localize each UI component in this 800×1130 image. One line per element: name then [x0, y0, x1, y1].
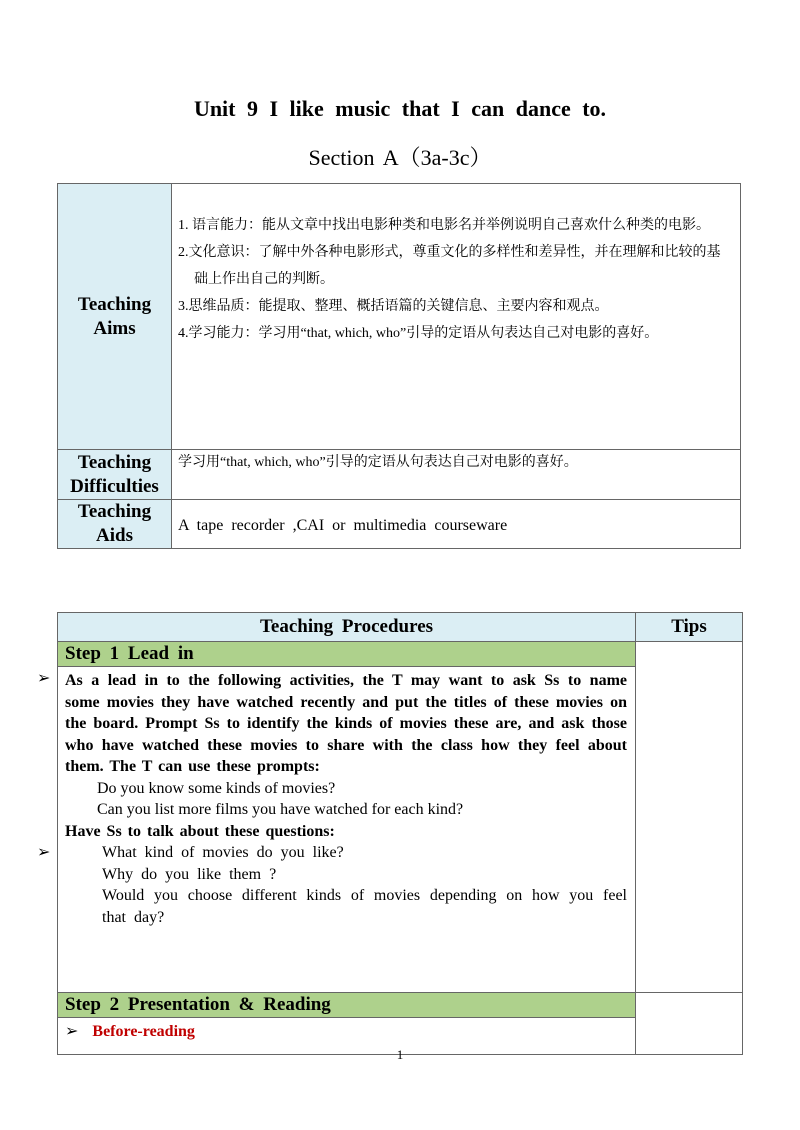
- aim-item: 2.文化意识：了解中外各种电影形式，尊重文化的多样性和差异性，并在理解和比较的基础上作出自己的判断。: [178, 245, 721, 287]
- teaching-difficulties-label: Teaching Difficulties: [58, 450, 172, 500]
- aim-item: 4.学习能力：学习用“that, which, who”引导的定语从句表达自己对电影的喜好。: [178, 326, 659, 341]
- step2-tips-cell: [636, 993, 743, 1055]
- teaching-aids-label: Teaching Aids: [58, 500, 172, 549]
- step1-content: [58, 667, 636, 993]
- document-title: Unit 9 I like music that I can dance to.: [193, 96, 607, 121]
- teaching-procedures-table: [57, 612, 743, 1055]
- prompt-line: Can you list more films you have watched for each kind?: [97, 801, 464, 818]
- tips-header: Tips: [636, 613, 743, 642]
- question-line: What kind of movies do you like?: [102, 844, 344, 861]
- teaching-difficulties-content: 学习用“that, which, who”引导的定语从句表达自己对电影的喜好。: [172, 450, 741, 500]
- step1-paragraph: As a lead in to the following activities, the T may want to ask Ss to name some movies they have watched recently and put the titles of these movies on the board. Prompt Ss to identify the kinds of movies these are, and ask those who have watched these movies to share with the class how they feel about them. The T can use these prompts:: [65, 672, 627, 775]
- step1-tips-cell: [636, 642, 743, 993]
- prompt-line: Do you know some kinds of movies?: [97, 779, 336, 797]
- page-number: 1: [396, 1047, 404, 1062]
- document-subtitle: Section A（3a-3c）: [308, 145, 492, 170]
- teaching-aims-label: Teaching Aims: [58, 184, 172, 450]
- aim-item: 3.思维品质：能提取、整理、概括语篇的关键信息、主要内容和观点。: [178, 299, 609, 314]
- question-intro: Have Ss to talk about these questions:: [65, 822, 335, 840]
- question-line: Would you choose different kinds of movies depending on how you feel that day?: [102, 887, 627, 926]
- question-line: Why do you like them ?: [102, 865, 277, 883]
- bullet-arrow-icon: ➢: [37, 670, 51, 687]
- teaching-aims-table: [57, 183, 741, 549]
- step2-title: Step 2 Presentation & Reading: [58, 993, 636, 1018]
- aim-item: 1. 语言能力：能从文章中找出电影种类和电影名并举例说明自己喜欢什么种类的电影。: [178, 218, 710, 233]
- bullet-arrow-icon: ➢: [65, 1023, 79, 1040]
- teaching-aims-content: [172, 184, 741, 450]
- step1-title: Step 1 Lead in: [58, 642, 636, 667]
- before-reading-label: Before-reading: [92, 1023, 195, 1040]
- teaching-aids-content: A tape recorder ,CAI or multimedia courseware: [172, 500, 741, 549]
- procedures-header: Teaching Procedures: [58, 613, 636, 642]
- bullet-arrow-icon: ➢: [37, 844, 51, 861]
